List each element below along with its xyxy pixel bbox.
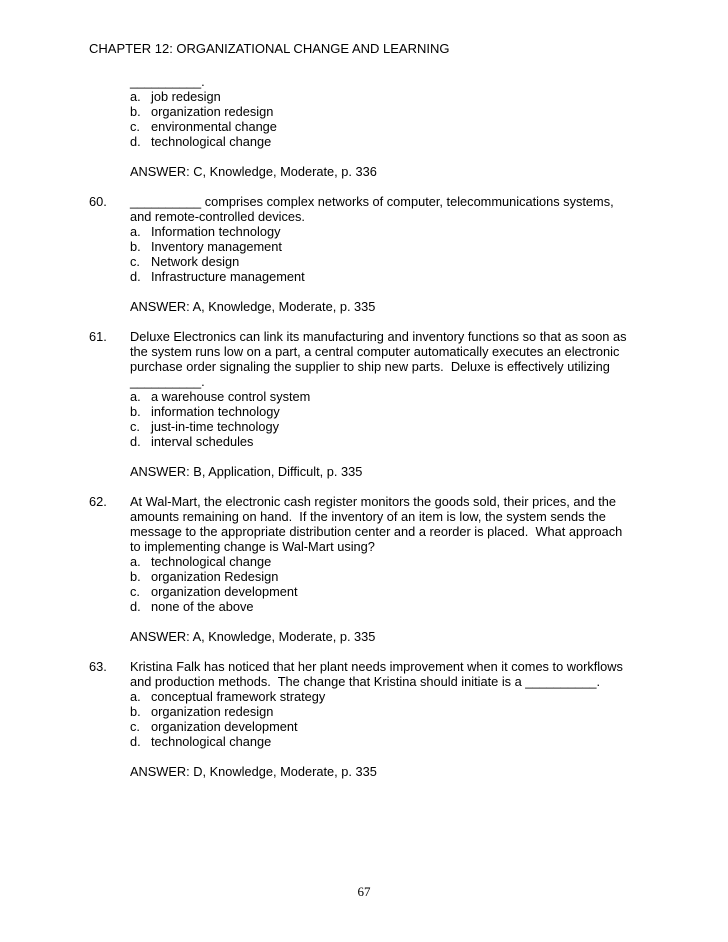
question-number: 63. [89, 659, 107, 674]
option-b [130, 404, 689, 419]
option-letter: d. [130, 734, 141, 749]
option-d [130, 134, 689, 149]
question-item [89, 494, 689, 644]
option-letter: c. [130, 719, 140, 734]
question-item [89, 329, 689, 479]
option-letter: b. [130, 569, 141, 584]
option-d [130, 734, 689, 749]
option-letter: a. [130, 224, 141, 239]
option-text: interval schedules [151, 434, 254, 449]
option-c [130, 119, 689, 134]
option-letter: b. [130, 704, 141, 719]
option-text: organization Redesign [151, 569, 279, 584]
option-d [130, 434, 689, 449]
question-stem: __________ comprises complex networks of computer, telecommunications systems, and remote-controlled devices. [130, 194, 614, 224]
option-a [130, 389, 689, 404]
option-text: organization development [151, 584, 298, 599]
option-text: environmental change [151, 119, 277, 134]
option-b [130, 104, 689, 119]
answer-key: ANSWER: A, Knowledge, Moderate, p. 335 [130, 629, 376, 644]
option-text: job redesign [151, 89, 221, 104]
option-text: Infrastructure management [151, 269, 305, 284]
option-letter: c. [130, 254, 140, 269]
option-b [130, 239, 689, 254]
option-letter: a. [130, 89, 141, 104]
option-letter: c. [130, 584, 140, 599]
option-text: none of the above [151, 599, 254, 614]
option-b [130, 569, 689, 584]
option-text: technological change [151, 134, 272, 149]
option-text: conceptual framework strategy [151, 689, 326, 704]
option-letter: c. [130, 119, 140, 134]
question-number: 62. [89, 494, 107, 509]
option-letter: a. [130, 689, 141, 704]
question-stem: Kristina Falk has noticed that her plant needs improvement when it comes to workflows and production methods. The change that Kristina should initiate is a __________. [130, 659, 623, 689]
option-letter: a. [130, 554, 141, 569]
answer-options [130, 689, 689, 749]
question-number: 61. [89, 329, 107, 344]
question-item [89, 194, 689, 314]
answer-key: ANSWER: A, Knowledge, Moderate, p. 335 [130, 299, 376, 314]
answer-options [130, 554, 689, 614]
option-text: information technology [151, 404, 280, 419]
answer-key: ANSWER: C, Knowledge, Moderate, p. 336 [130, 164, 377, 179]
option-text: technological change [151, 554, 272, 569]
option-letter: d. [130, 434, 141, 449]
option-text: organization redesign [151, 704, 274, 719]
option-letter: b. [130, 239, 141, 254]
option-d [130, 599, 689, 614]
option-text: organization redesign [151, 104, 274, 119]
page-number: 67 [357, 884, 371, 899]
answer-key: ANSWER: B, Application, Difficult, p. 335 [130, 464, 363, 479]
option-text: organization development [151, 719, 298, 734]
answer-options [130, 389, 689, 449]
question-stem: Deluxe Electronics can link its manufacturing and inventory functions so that as soon as the system runs low on a part, a central computer automatically executes an electronic purchase order signaling the supplier to ship new parts. Deluxe is effectively utilizing __________. [130, 329, 627, 389]
option-c [130, 584, 689, 599]
option-letter: d. [130, 134, 141, 149]
option-text: Inventory management [151, 239, 282, 254]
question-stem: At Wal-Mart, the electronic cash register monitors the goods sold, their prices, and the amounts remaining on hand. If the inventory of an item is low, the system sends the message to the appropriate distribution center and a reorder is placed. What approach to implementing change is Wal-Mart using? [130, 494, 623, 554]
option-d [130, 269, 689, 284]
option-text: a warehouse control system [151, 389, 311, 404]
option-text: just-in-time technology [151, 419, 280, 434]
question-item [89, 74, 689, 179]
answer-key: ANSWER: D, Knowledge, Moderate, p. 335 [130, 764, 377, 779]
question-stem: __________. [130, 74, 205, 89]
option-a [130, 89, 689, 104]
option-c [130, 719, 689, 734]
option-letter: c. [130, 419, 140, 434]
option-a [130, 554, 689, 569]
option-text: technological change [151, 734, 272, 749]
option-letter: a. [130, 389, 141, 404]
answer-options [130, 224, 689, 284]
option-c [130, 419, 689, 434]
question-number: 60. [89, 194, 107, 209]
option-c [130, 254, 689, 269]
chapter-header: CHAPTER 12: ORGANIZATIONAL CHANGE AND LEARNING [89, 41, 450, 56]
option-b [130, 704, 689, 719]
option-letter: d. [130, 599, 141, 614]
option-text: Information technology [151, 224, 281, 239]
option-text: Network design [151, 254, 240, 269]
option-letter: b. [130, 404, 141, 419]
option-a [130, 224, 689, 239]
option-letter: b. [130, 104, 141, 119]
option-letter: d. [130, 269, 141, 284]
option-a [130, 689, 689, 704]
answer-options [130, 89, 689, 149]
question-item [89, 659, 689, 779]
question-list [89, 74, 689, 794]
